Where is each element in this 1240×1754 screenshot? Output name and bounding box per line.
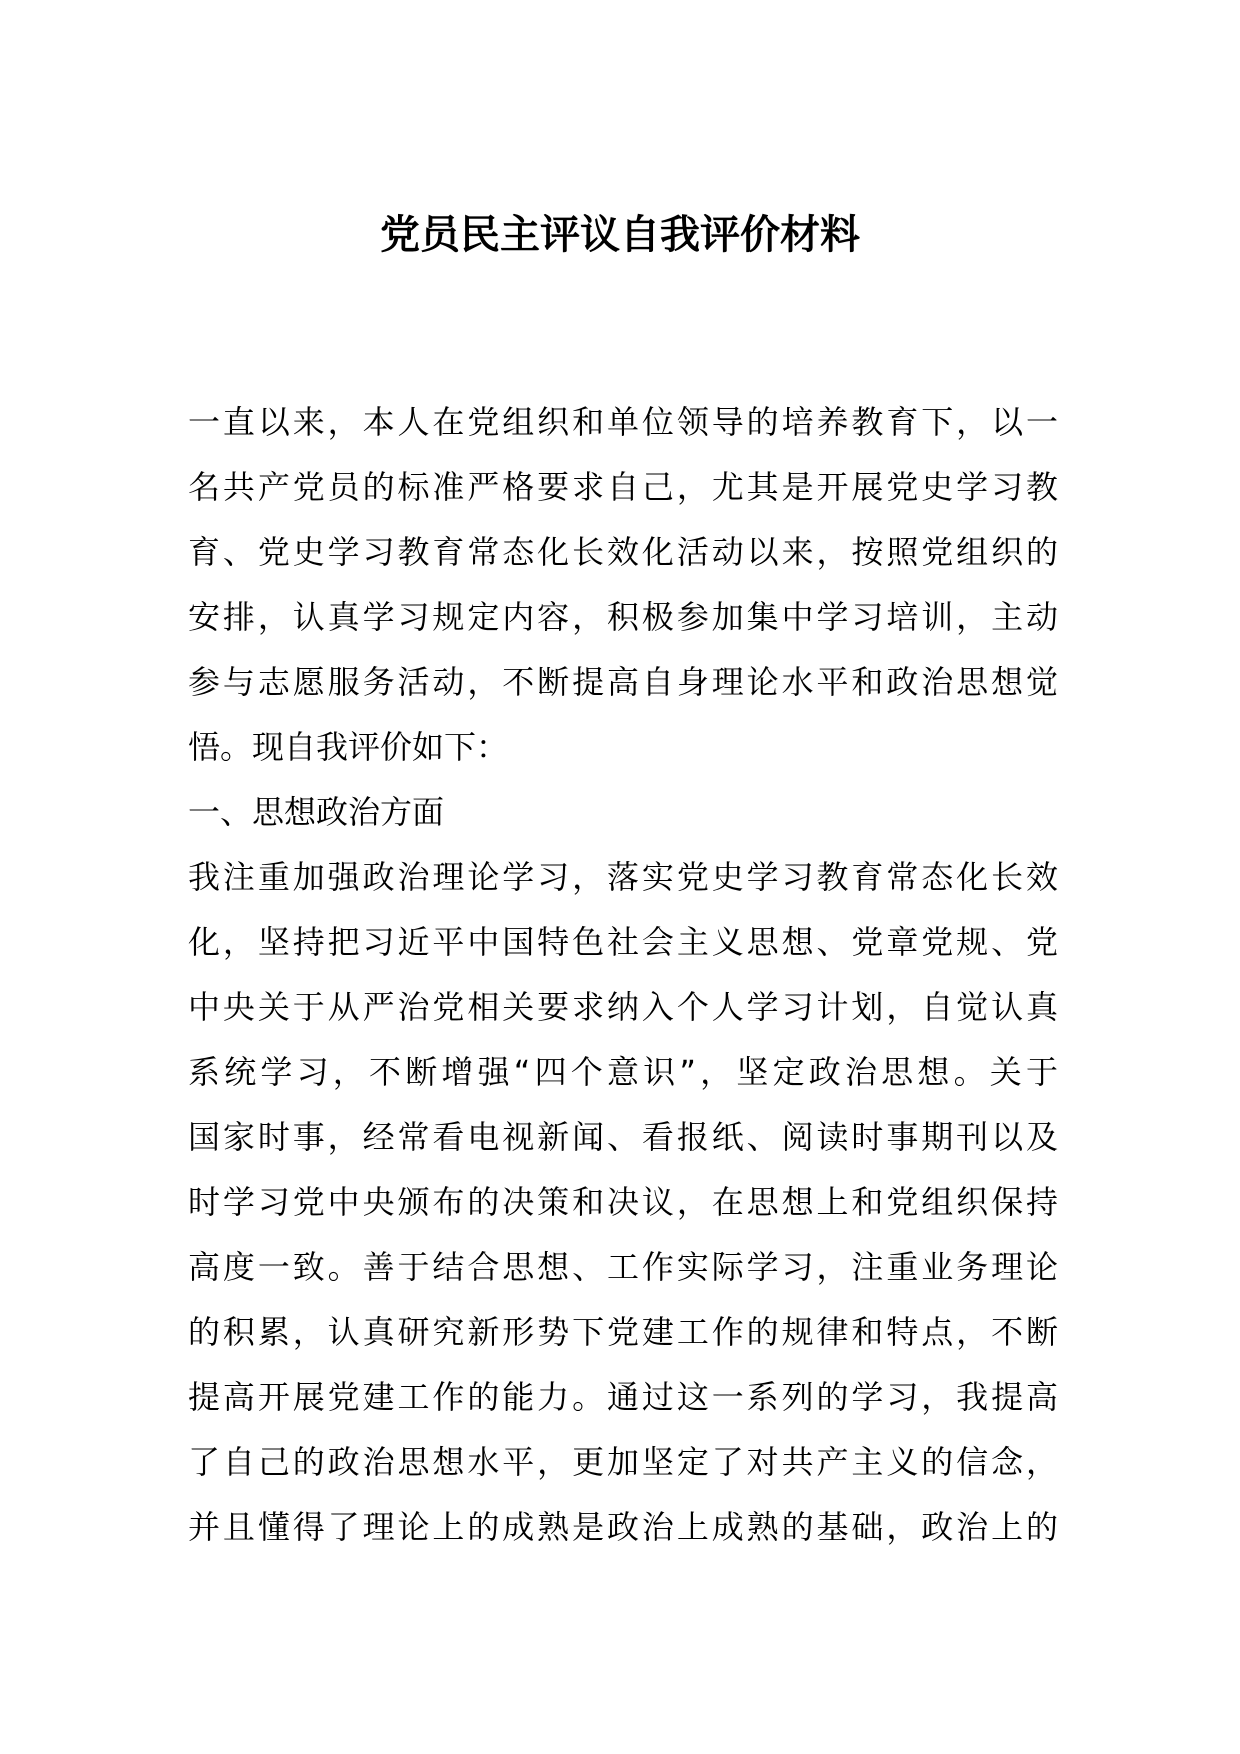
body-line: 的积累，认真研究新形势下党建工作的规律和特点，不断 bbox=[188, 1313, 1058, 1351]
body-line: 安排，认真学习规定内容，积极参加集中学习培训，主动 bbox=[188, 598, 1058, 636]
body-line: 我注重加强政治理论学习，落实党史学习教育常态化长效 bbox=[188, 858, 1058, 896]
body-line: 一直以来，本人在党组织和单位领导的培养教育下，以一 bbox=[188, 403, 1058, 441]
body-line: 并且懂得了理论上的成熟是政治上成熟的基础，政治上的 bbox=[188, 1508, 1058, 1546]
body-line: 中央关于从严治党相关要求纳入个人学习计划，自觉认真 bbox=[188, 988, 1058, 1026]
body-line: 参与志愿服务活动，不断提高自身理论水平和政治思想觉 bbox=[188, 663, 1058, 701]
body-line: 化，坚持把习近平中国特色社会主义思想、党章党规、党 bbox=[188, 923, 1058, 961]
document-body bbox=[188, 390, 1058, 1560]
body-line: 育、党史学习教育常态化长效化活动以来，按照党组织的 bbox=[188, 533, 1058, 571]
body-line: 名共产党员的标准严格要求自己，尤其是开展党史学习教 bbox=[188, 468, 1058, 506]
body-line: 悟。现自我评价如下： bbox=[188, 728, 509, 766]
body-line: 时学习党中央颁布的决策和决议，在思想上和党组织保持 bbox=[188, 1183, 1058, 1221]
body-line: 提高开展党建工作的能力。通过这一系列的学习，我提高 bbox=[188, 1378, 1058, 1416]
body-line: 系统学习，不断增强“四个意识”，坚定政治思想。关于 bbox=[188, 1053, 1058, 1091]
body-line: 高度一致。善于结合思想、工作实际学习，注重业务理论 bbox=[188, 1248, 1058, 1286]
document-title: 党员民主评议自我评价材料 bbox=[380, 212, 860, 258]
body-line: 国家时事，经常看电视新闻、看报纸、阅读时事期刊以及 bbox=[188, 1118, 1058, 1156]
section-heading: 一、思想政治方面 bbox=[188, 793, 445, 831]
body-line: 了自己的政治思想水平，更加坚定了对共产主义的信念， bbox=[188, 1443, 1058, 1481]
